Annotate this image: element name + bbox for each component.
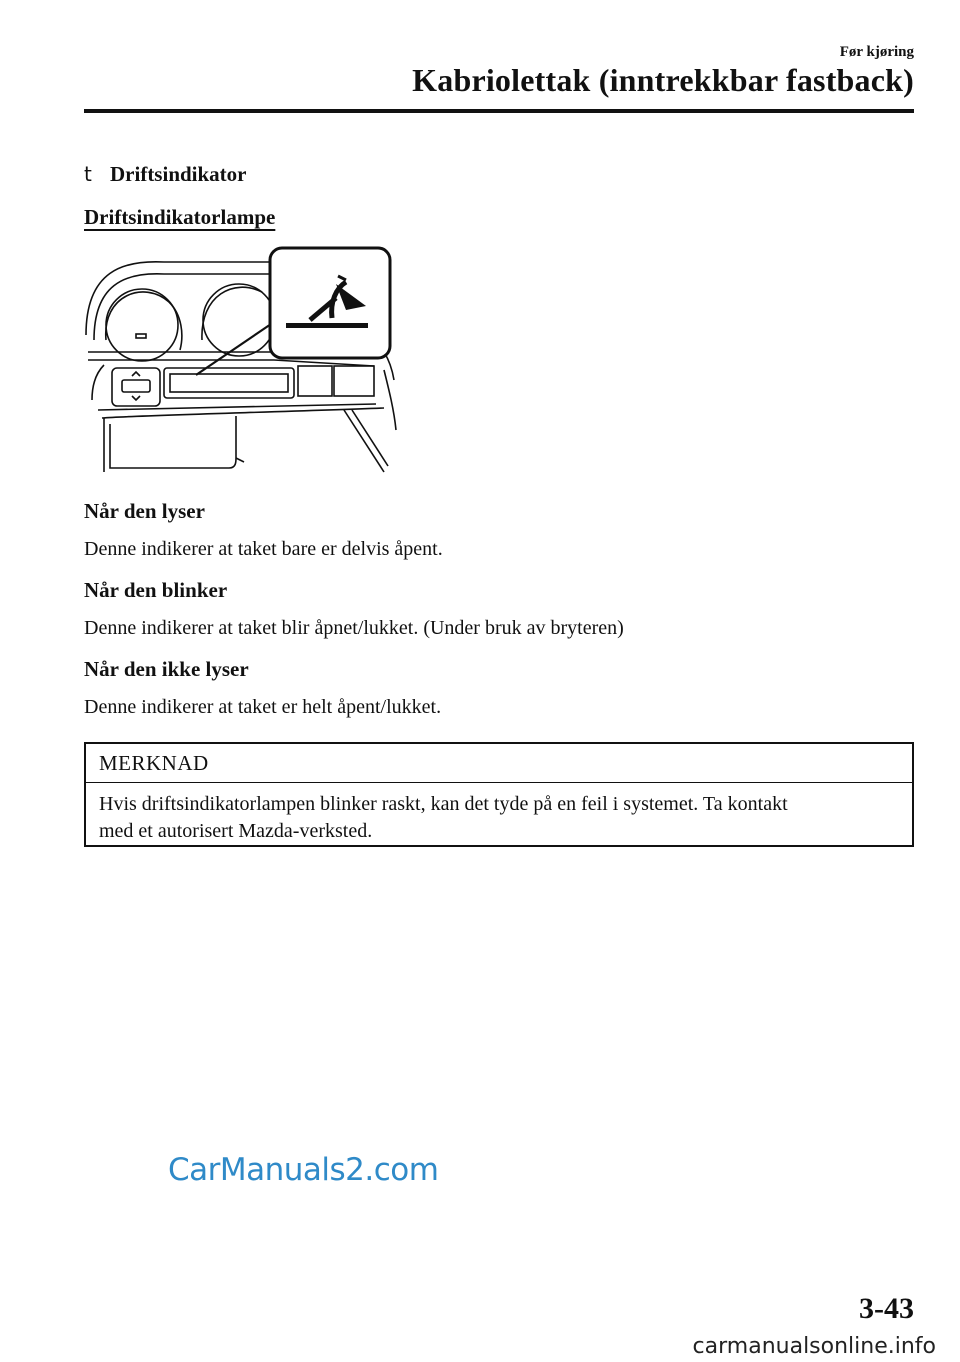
page-number: 3-43: [859, 1292, 914, 1325]
note-body: [86, 783, 912, 845]
note-box: [84, 742, 914, 847]
dashboard-illustration: [84, 240, 404, 475]
page-title: Kabriolettak (inntrekkbar fastback): [412, 62, 914, 98]
note-line-2: med et autorisert Mazda-verksted.: [99, 820, 373, 842]
subsection-heading: Driftsindikatorlampe: [84, 205, 276, 229]
state-text-on: Denne indikerer at taket bare er delvis åpent.: [84, 538, 443, 560]
section-heading: [84, 162, 247, 187]
watermark: CarManuals2.com: [168, 1152, 439, 1188]
section-bullet: t: [84, 162, 92, 186]
section-title: Driftsindikator: [110, 162, 247, 186]
state-heading-blinking: Når den blinker: [84, 578, 228, 602]
note-line-1: Hvis driftsindikatorlampen blinker raskt, kan det tyde på en feil i systemet. Ta kontakt: [99, 793, 788, 815]
state-heading-off: Når den ikke lyser: [84, 657, 249, 681]
state-heading-on: Når den lyser: [84, 499, 205, 523]
footer-link[interactable]: carmanualsonline.info: [692, 1334, 936, 1359]
state-text-off: Denne indikerer at taket er helt åpent/lukket.: [84, 696, 442, 718]
state-text-blinking: Denne indikerer at taket blir åpnet/lukket. (Under bruk av bryteren): [84, 617, 624, 639]
chapter-label: Før kjøring: [839, 44, 914, 60]
note-heading: MERKNAD: [86, 744, 912, 783]
header-rule: [84, 109, 914, 113]
